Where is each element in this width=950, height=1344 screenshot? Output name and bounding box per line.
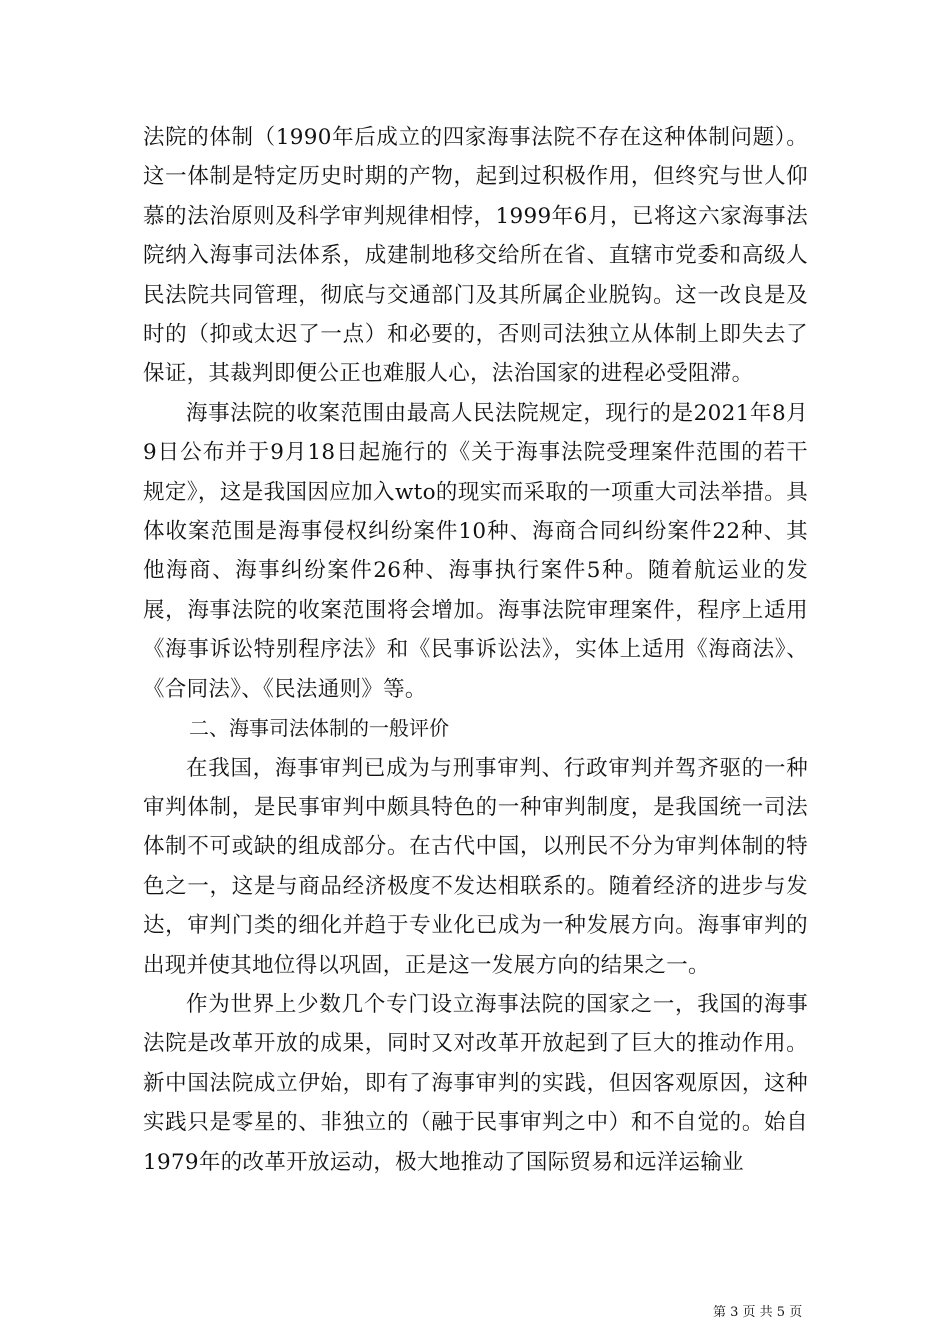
- paragraph-4: 作为世界上少数几个专门设立海事法院的国家之一，我国的海事法院是改革开放的成果，同时又对改革开放起到了巨大的推动作用。新中国法院成立伊始，即有了海事审判的实践，但因客观原因，这种实践只是零星的、非独立的（融于民事审判之中）和不自觉的。始自1979年的改革开放运动，极大地推动了国际贸易和远洋运输业: [143, 991, 808, 1175]
- page-number: 第 3 页 共 5 页: [713, 1305, 803, 1320]
- paragraph-3: 在我国，海事审判已成为与刑事审判、行政审判并驾齐驱的一种审判体制，是民事审判中颇具特色的一种审判制度，是我国统一司法体制不可或缺的组成部分。在古代中国，以刑民不分为审判体制的特色之一，这是与商品经济极度不发达相联系的。随着经济的进步与发达，审判门类的细化并趋于专业化已成为一种发展方向。海事审判的出现并使其地位得以巩固，正是这一发展方向的结果之一。: [143, 755, 808, 978]
- document-body: [143, 118, 808, 1182]
- paragraph-2: 海事法院的收案范围由最高人民法院规定，现行的是2021年8月9日公布并于9月18日起施行的《关于海事法院受理案件范围的若干规定》，这是我国因应加入wto的现实而采取的一项重大司法举措。具体收案范围是海事侵权纠纷案件10种、海商合同纠纷案件22种、其他海商、海事纠纷案件26种、海事执行案件5种。随着航运业的发展，海事法院的收案范围将会增加。海事法院审理案件，程序上适用《海事诉讼特别程序法》和《民事诉讼法》，实体上适用《海商法》、《合同法》、《民法通则》等。: [143, 400, 808, 702]
- paragraph-1: 法院的体制（1990年后成立的四家海事法院不存在这种体制问题）。这一体制是特定历史时期的产物，起到过积极作用，但终究与世人仰慕的法治原则及科学审判规律相悖，1999年6月，已将这六家海事法院纳入海事司法体系，成建制地移交给所在省、直辖市党委和高级人民法院共同管理，彻底与交通部门及其所属企业脱钩。这一改良是及时的（抑或太迟了一点）和必要的，否则司法独立从体制上即失去了保证，其裁判即便公正也难服人心，法治国家的进程必受阻滞。: [143, 125, 808, 387]
- section-heading: 二、海事司法体制的一般评价: [189, 716, 449, 741]
